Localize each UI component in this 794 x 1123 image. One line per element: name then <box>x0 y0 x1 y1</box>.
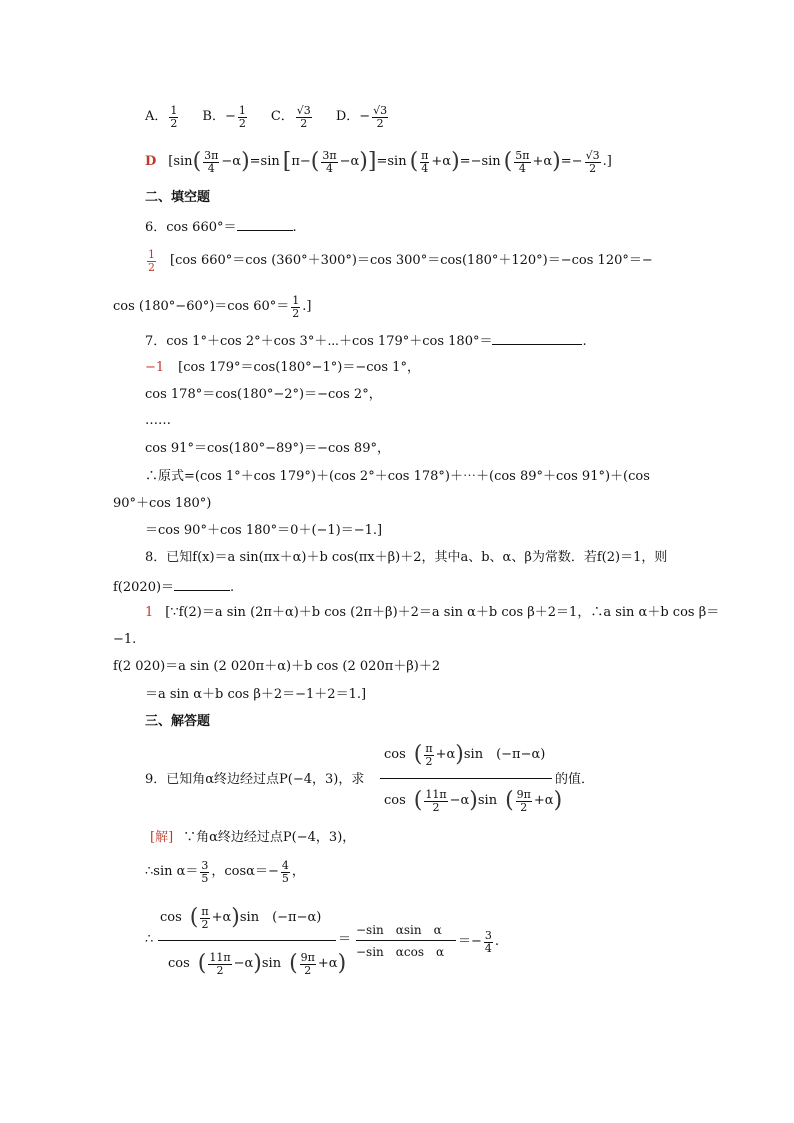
q5-frac3 <box>420 150 429 175</box>
fraction-bar <box>356 940 456 941</box>
q5-seg2: −α <box>221 154 242 169</box>
paren: ( <box>197 951 207 976</box>
q5-seg9: +α <box>532 154 553 169</box>
q6-question <box>145 218 297 236</box>
paren: ) <box>231 905 240 930</box>
answer-blank <box>237 218 293 231</box>
q8-question-text: f(2020)＝ <box>113 580 175 595</box>
paren: ( <box>413 742 423 767</box>
q5-seg10: =− <box>560 154 583 169</box>
q5-seg8: =−sin <box>459 154 501 169</box>
cos-value-label: ，cosα＝− <box>211 864 279 879</box>
option-c-label: C． <box>270 109 294 124</box>
q9-sol-denominator <box>168 946 346 982</box>
paren: ) <box>553 788 563 813</box>
option-c-den: 2 <box>300 116 308 130</box>
option-a-num: 1 <box>170 103 178 117</box>
fraction-bar <box>380 778 552 779</box>
frac-num: 9π <box>516 787 531 801</box>
q9-sol-text1: ∵角α终边经过点P(−4，3)， <box>183 830 356 845</box>
frac-den: 2 <box>201 917 209 931</box>
q8-solution-line1: [∵f(2)＝a sin (2π＋α)＋b cos (2π＋β)＋2＝a sin α＋b cos β＋2＝1，∴a sin α＋b cos β＝ <box>165 605 720 620</box>
frac-den: 2 <box>520 800 528 814</box>
solution-tag: [解] <box>150 830 174 845</box>
frac-num: 5π <box>515 148 530 162</box>
minus-alpha: −α <box>449 793 470 808</box>
q5-frac2 <box>321 150 337 175</box>
paren: ( <box>189 905 199 930</box>
paren: ( <box>503 149 513 174</box>
plus-alpha: +α <box>211 910 232 925</box>
q7-solution-line7: ＝cos 90°＋cos 180°＝0＋(−1)＝−1.] <box>145 523 383 538</box>
option-c-fraction <box>296 105 312 130</box>
section-title-fill-in: 二、填空题 <box>145 190 211 205</box>
equals-sign: ＝ <box>338 932 352 947</box>
cos-text: cos <box>160 910 182 925</box>
equals-minus: ＝− <box>458 934 482 949</box>
paren: ) <box>337 951 347 976</box>
frac <box>424 789 447 814</box>
answer-blank <box>492 332 582 345</box>
q6-answer-line <box>145 244 653 278</box>
frac-den: 5 <box>281 871 289 885</box>
frac-num: 1 <box>292 293 300 307</box>
frac-den: 2 <box>589 161 597 175</box>
q5-seg5: −α <box>339 154 360 169</box>
frac <box>516 789 532 814</box>
period: . <box>494 934 500 949</box>
plus-alpha: +α <box>317 956 338 971</box>
q8-question-end: . <box>230 580 235 595</box>
plus-alpha: +α <box>533 793 554 808</box>
q5-frac5 <box>585 150 601 175</box>
q9-solution-line1 <box>150 830 355 846</box>
q7-question-end: . <box>582 334 587 349</box>
paren: ( <box>409 149 419 174</box>
q5-seg1: [sin <box>168 154 193 169</box>
frac-den: 4 <box>484 941 492 955</box>
paren: ( <box>310 149 320 174</box>
q5-seg6: =sin <box>376 154 407 169</box>
q7-solution-line2: cos 178°＝cos(180°−2°)＝−cos 2°， <box>145 387 382 402</box>
sin-text: sin <box>261 956 282 971</box>
frac-den: 2 <box>292 306 300 320</box>
frac-num: 3π <box>322 148 337 162</box>
q7-solution-line3: …… <box>145 413 171 428</box>
frac-num: π <box>421 148 429 162</box>
q7-solution-line5: ∴原式=(cos 1°＋cos 179°)＋(cos 2°＋cos 178°)＋⋯＋(cos 89°＋cos 91°)＋(cos <box>145 469 650 484</box>
option-d-den: 2 <box>376 116 384 130</box>
paren: ) <box>241 149 250 174</box>
q9-frac-numerator <box>384 737 545 773</box>
q9-question-post: 的值． <box>555 772 595 787</box>
frac-den: 4 <box>207 161 215 175</box>
q6-question-end: . <box>292 220 297 235</box>
q7-question-text: 7．cos 1°＋cos 2°＋cos 3°＋⋯＋cos 179°＋cos 180°＝ <box>145 334 493 349</box>
q8-answer: 1 <box>145 605 154 620</box>
frac-den: 4 <box>518 161 526 175</box>
sin-value <box>200 860 209 885</box>
q9-rhs-fraction <box>356 922 456 962</box>
cos-text: cos <box>384 793 406 808</box>
rhs-denominator: −sin αcos α <box>356 945 445 959</box>
paren: ( <box>289 951 298 976</box>
q7-answer: −1 <box>145 360 165 375</box>
frac-den: 4 <box>421 161 429 175</box>
option-b-fraction <box>238 105 247 130</box>
q9-sol-numerator <box>160 900 321 936</box>
q5-seg7: +α <box>431 154 452 169</box>
cos-text: cos <box>168 956 190 971</box>
paren: ( <box>413 788 423 813</box>
q5-frac4 <box>514 150 530 175</box>
option-a-den: 2 <box>170 116 178 130</box>
q6-sol-post: .] <box>302 299 312 314</box>
frac <box>424 743 433 768</box>
q5-seg3: =sin <box>249 154 280 169</box>
q5-answer-letter: D <box>145 154 157 169</box>
fraction-bar <box>158 940 336 941</box>
frac-num: 3π <box>204 148 219 162</box>
q9-solution-fraction <box>158 900 347 984</box>
frac-num: 11π <box>425 787 447 801</box>
q6-question-text: 6．cos 660°＝ <box>145 220 237 235</box>
option-c-num: √3 <box>296 103 311 117</box>
paren: ) <box>455 742 464 767</box>
q9-question-fraction <box>380 737 563 821</box>
paren: ) <box>552 149 561 174</box>
paren: ( <box>192 149 202 174</box>
bracket: [ <box>282 149 292 174</box>
q9-frac-denominator <box>384 783 562 819</box>
q5-answer <box>145 144 612 180</box>
q6-solution-line1: [cos 660°＝cos (360°＋300°)＝cos 300°＝cos(180°＋120°)＝−cos 120°＝− <box>170 253 653 268</box>
minus-alpha: −α <box>233 956 254 971</box>
q9-question-pre: 9．已知角α终边经过点P(−4，3)，求 <box>145 772 365 787</box>
frac-num: π <box>201 904 209 918</box>
frac-num: 3 <box>484 928 492 942</box>
q8-question-line1: 8．已知f(x)＝a sin(πx＋α)＋b cos(πx＋β)＋2，其中a、b、α、β为常数．若f(2)＝1，则 <box>145 550 668 565</box>
q6-solution-line2 <box>113 290 311 324</box>
cos-value <box>281 860 290 885</box>
option-a-fraction <box>169 105 178 130</box>
comma: ， <box>291 864 305 879</box>
paren: ) <box>253 951 262 976</box>
sin-text: sin (−π−α) <box>239 910 322 925</box>
frac-den: 2 <box>216 963 224 977</box>
frac-num: 9π <box>300 950 315 964</box>
frac-num: √3 <box>585 148 600 162</box>
frac-den: 2 <box>425 754 433 768</box>
sin-value-label: ∴sin α＝ <box>145 864 199 879</box>
q8-solution-line3: f(2 020)＝a sin (2 020π＋α)＋b cos (2 020π＋β)＋2 <box>113 659 441 674</box>
frac-num: 3 <box>201 858 209 872</box>
q8-solution-line2: −1. <box>113 632 137 647</box>
section-title-solve: 三、解答题 <box>145 714 211 729</box>
frac-den: 2 <box>148 260 155 274</box>
paren: ) <box>469 788 478 813</box>
q5-frac1 <box>203 150 219 175</box>
q7-solution-line6: 90°＋cos 180°) <box>113 496 212 511</box>
option-b-den: 2 <box>238 116 246 130</box>
q9-solution-line2 <box>145 854 305 890</box>
q6-sol-pre: cos (180°−60°)＝cos 60°＝ <box>113 299 290 314</box>
q7-solution-line4: cos 91°＝cos(180°−89°)＝−cos 89°， <box>145 441 390 456</box>
sin-text: sin (−π−α) <box>463 747 546 762</box>
frac-num: π <box>425 741 433 755</box>
paren: )] <box>359 149 377 174</box>
q8-question-line2 <box>113 578 234 596</box>
q8-answer-line <box>145 605 719 621</box>
frac <box>208 952 231 977</box>
sin-text: sin <box>477 793 498 808</box>
q6-sol-fraction <box>291 295 300 320</box>
frac-den: 5 <box>201 871 209 885</box>
frac <box>200 906 209 931</box>
option-b-label: B．− <box>202 109 236 124</box>
q8-solution-line4: ＝a sin α＋b cos β＋2＝−1＋2＝1.] <box>145 687 367 702</box>
q5-seg4: π− <box>291 154 311 169</box>
q5-seg11: .] <box>602 154 612 169</box>
q5-options <box>145 100 390 134</box>
option-d-label: D．− <box>335 109 371 124</box>
frac <box>300 952 316 977</box>
option-b-num: 1 <box>238 103 246 117</box>
paren: ( <box>505 788 514 813</box>
rhs-numerator: −sin αsin α <box>356 923 442 937</box>
frac-num: 11π <box>209 950 231 964</box>
q7-answer-line <box>145 360 420 376</box>
frac-den: 2 <box>304 963 312 977</box>
plus-alpha: +α <box>435 747 456 762</box>
option-d-fraction <box>372 105 388 130</box>
frac-num: 4 <box>281 858 289 872</box>
paren: ) <box>451 149 460 174</box>
frac-den: 2 <box>432 800 440 814</box>
cos-text: cos <box>384 747 406 762</box>
q7-question <box>145 332 587 350</box>
result <box>458 922 499 962</box>
option-d-num: √3 <box>373 103 388 117</box>
result-fraction <box>484 930 493 955</box>
option-a-label: A． <box>145 109 168 124</box>
answer-blank <box>174 578 230 591</box>
frac-den: 4 <box>326 161 333 175</box>
q6-answer <box>147 249 156 274</box>
therefore-symbol: ∴ <box>145 932 154 947</box>
q7-solution-line1: [cos 179°＝cos(180°−1°)＝−cos 1°， <box>178 360 420 375</box>
frac-num: 1 <box>148 247 155 261</box>
